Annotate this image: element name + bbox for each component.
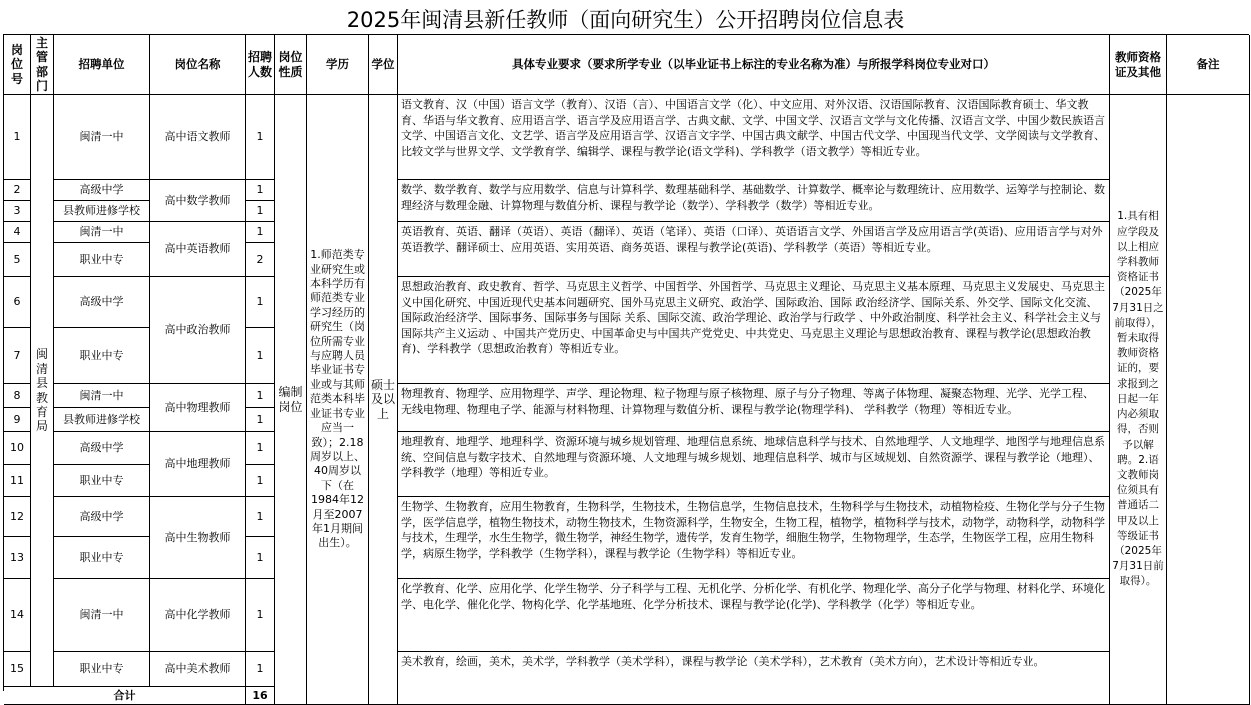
remark-cell [1167, 95, 1250, 705]
post-name-cell: 高中物理教师 [150, 384, 246, 432]
count-cell: 1 [246, 465, 275, 497]
total-count: 16 [246, 687, 275, 705]
post-no: 5 [4, 243, 31, 277]
post-no: 4 [4, 222, 31, 243]
unit-cell: 职业中专 [54, 652, 150, 687]
unit-cell: 闽清一中 [54, 95, 150, 180]
unit-cell: 高级中学 [54, 432, 150, 465]
unit-cell: 县教师进修学校 [54, 201, 150, 222]
post-no: 13 [4, 537, 31, 579]
unit-cell: 高级中学 [54, 180, 150, 201]
unit-cell: 闽清一中 [54, 384, 150, 408]
header-post-no: 岗位号 [4, 35, 31, 95]
major-requirement: 思想政治教育、政史教育、哲学、马克思主义哲学、中国哲学、外国哲学、马克思主义理论、马克思主义基本原理、马克思主义发展史、马克思主义中国化研究、中国近现代史基本问题研究、国外马克思主义研究、政治学、国际政治、国际 政治经济学、国际关系、外交学、国际文化交流、国际政治经济学、国际事务、国际事务与国际 关系、国际交流、政治学理论、政治学与行政学 、中外政治制度、科学社会主义、科学社会主义与国际共产主义运动 、中国共产党历史、中国革命史与中国共产党党史、中共党史、马克思主义理论与思想政治教育、课程与教学论(思想政治教育)、学科教学（思想政治教育）等相近专业。 [398, 277, 1110, 384]
post-no: 3 [4, 201, 31, 222]
post-name-cell: 高中化学教师 [150, 579, 246, 652]
unit-cell: 高级中学 [54, 497, 150, 537]
post-no: 9 [4, 408, 31, 432]
unit-cell: 高级中学 [54, 277, 150, 328]
post-name-cell: 高中美术教师 [150, 652, 246, 687]
header-major: 具体专业要求（要求所学专业（以毕业证书上标注的专业名称为准）与所报学科岗位专业对口） [398, 35, 1110, 95]
header-dept: 主管部门 [31, 35, 54, 95]
count-cell: 1 [246, 384, 275, 408]
post-no: 11 [4, 465, 31, 497]
education-cell: 1.师范类专业研究生或本科学历有师范类专业学习经历的研究生（岗位所需专业与应聘人员毕业证书专业或与其师范类本科毕业证书专业应当一致）；2.18周岁以上、40周岁以下（在1984年12月至2007年1月期间出生）。 [307, 95, 369, 705]
unit-cell: 县教师进修学校 [54, 408, 150, 432]
count-cell: 1 [246, 497, 275, 537]
count-cell: 1 [246, 222, 275, 243]
page-title: 2025年闽清县新任教师（面向研究生）公开招聘岗位信息表 [346, 8, 905, 32]
post-no: 1 [4, 95, 31, 180]
count-cell: 2 [246, 243, 275, 277]
major-requirement: 数学、数学教育、数学与应用数学、信息与计算科学、数理基础科学、基础数学、计算数学、概率论与数理统计、应用数学、运筹学与控制论、数理经济与数理金融、计算物理与数值分析、课程与教学论（数学）、学科教学（数学）等相近专业。 [398, 180, 1110, 222]
count-cell: 1 [246, 180, 275, 201]
total-label: 合计 [4, 687, 246, 705]
count-cell: 1 [246, 652, 275, 687]
major-requirement: 地理教育、地理学、地理科学、资源环境与城乡规划管理、地理信息系统、地球信息科学与技术、自然地理学、人文地理学、地图学与地理信息系统、空间信息与数字技术、自然地理与资源环境、人文地理与城乡规划、地理信息科学、城市与区域规划、自然资源学、课程与教学论（地理）、学科教学（地理）等相近专业。 [398, 432, 1110, 497]
unit-cell: 职业中专 [54, 537, 150, 579]
post-no: 12 [4, 497, 31, 537]
header-degree: 学位 [369, 35, 398, 95]
nature-cell: 编制岗位 [275, 95, 307, 705]
unit-cell: 闽清一中 [54, 579, 150, 652]
count-cell: 1 [246, 277, 275, 328]
post-no: 14 [4, 579, 31, 652]
count-cell: 1 [246, 579, 275, 652]
header-remark: 备注 [1167, 35, 1250, 95]
major-requirement: 生物学、生物教育，应用生物教育，生物科学，生物技术，生物信息学，生物信息技术，生物科学与生物技术，动植物检疫、生物化学与分子生物学，医学信息学，植物生物技术，动物生物技术，生物资源科学，生物安全，生物工程，植物学，植物科学与技术，动物学，动物科学，动物科学与技术，生理学，水生生物学，微生物学，神经生物学，遗传学，发育生物学，细胞生物学，生物物理学，生态学，生物医学工程，应用生物科学，病原生物学，学科教学（生物学科），课程与教学论（生物学科）等相近专业。 [398, 497, 1110, 579]
post-name-cell: 高中数学教师 [150, 180, 246, 222]
header-post-name: 岗位名称 [150, 35, 246, 95]
dept-cell: 闽清县教育局 [31, 95, 54, 687]
count-cell: 1 [246, 537, 275, 579]
post-name-cell: 高中语文教师 [150, 95, 246, 180]
count-cell: 1 [246, 201, 275, 222]
post-no: 7 [4, 328, 31, 384]
post-name-cell: 高中生物教师 [150, 497, 246, 579]
post-name-cell: 高中政治教师 [150, 277, 246, 384]
major-requirement: 化学教育、化学、应用化学、化学生物学、分子科学与工程、无机化学、分析化学、有机化学、物理化学、高分子化学与物理、材料化学、环境化学、电化学、催化化学、物构化学、化学基地班、化学分析技术、课程与教学论(化学)、学科教学（化学）等相近专业。 [398, 579, 1110, 652]
major-requirement: 语文教育、汉（中国）语言文学（教育）、汉语（言）、中国语言文学（化）、中文应用、对外汉语、汉语国际教育、汉语国际教育硕士、华文教育、华语与华文教育、应用语言学、语言学及应用语言学、古典文献、文学、中国文学、汉语言文学与文化传播、汉语言文学、中国少数民族语言文学、中国语言文化、文艺学、语言学及应用语言学、汉语言文字学、中国古典文献学、中国古代文学、中国现当代文学、文学阅读与文学教育、比较文学与世界文学、文学教育学、编辑学、课程与教学论(语文学科)、学科教学（语文教学）等相近专业。 [398, 95, 1110, 180]
header-unit: 招聘单位 [54, 35, 150, 95]
post-no: 6 [4, 277, 31, 328]
header-nature: 岗位性质 [275, 35, 307, 95]
header-count: 招聘人数 [246, 35, 275, 95]
unit-cell: 职业中专 [54, 243, 150, 277]
count-cell: 1 [246, 95, 275, 180]
post-no: 2 [4, 180, 31, 201]
major-requirement: 美术教育，绘画，美术，美术学，学科教学（美术学科），课程与教学论（美术学科），艺术教育（美术方向），艺术设计等相近专业。 [398, 652, 1110, 705]
major-requirement: 物理教育、物理学、应用物理学、声学、理论物理、粒子物理与原子核物理、原子与分子物理、等离子体物理、凝聚态物理、光学、光学工程、 无线电物理、物理电子学、能源与材料物理、计算物理与数值分析、课程与教学论(物理学科)、 学科教学（物理）等相近专业。 [398, 384, 1110, 432]
unit-cell: 职业中专 [54, 328, 150, 384]
post-no: 10 [4, 432, 31, 465]
count-cell: 1 [246, 328, 275, 384]
header-education: 学历 [307, 35, 369, 95]
count-cell: 1 [246, 408, 275, 432]
post-name-cell: 高中地理教师 [150, 432, 246, 497]
major-requirement: 英语教育、英语、翻译（英语）、英语（翻译）、英语（笔译）、英语（口译）、英语语言文学、外国语言学及应用语言学(英语)、应用语言学与对外英语教学、翻译硕士、应用英语、实用英语、商务英语、课程与教学论(英语)、学科教学（英语）等相近专业。 [398, 222, 1110, 277]
unit-cell: 职业中专 [54, 465, 150, 497]
degree-cell: 硕士及以上 [369, 95, 398, 705]
post-no: 8 [4, 384, 31, 408]
header-qualification: 教师资格证及其他 [1110, 35, 1167, 95]
unit-cell: 闽清一中 [54, 222, 150, 243]
qualification-cell: 1.具有相应学段及以上相应学科教师资格证书（2025年7月31日之前取得），暂未取得教师资格证的，要求报到之日起一年内必须取得，否则予以解聘。2.语文教师岗位须具有普通话二甲及以上等级证书（2025年7月31日前取得）。 [1110, 95, 1167, 705]
post-no: 15 [4, 652, 31, 687]
count-cell: 1 [246, 432, 275, 465]
post-name-cell: 高中英语教师 [150, 222, 246, 277]
recruitment-table [3, 34, 1249, 702]
